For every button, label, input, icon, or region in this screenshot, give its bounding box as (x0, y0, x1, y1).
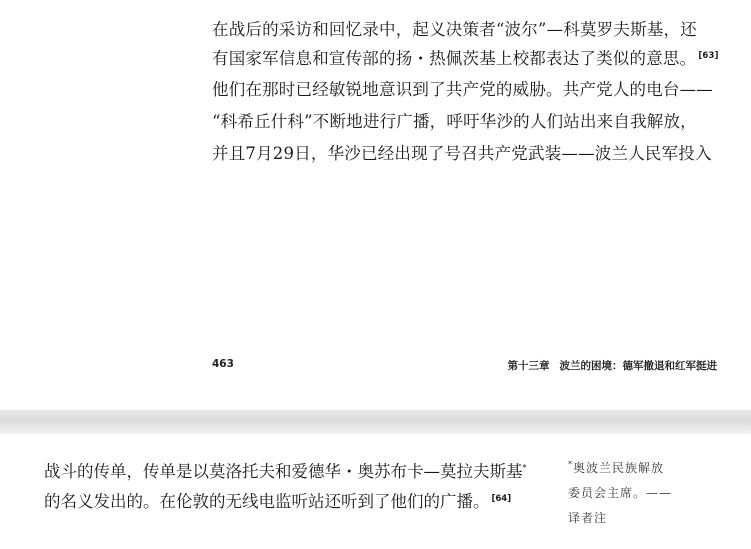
running-head (508, 358, 718, 373)
text-line-5 (212, 144, 712, 164)
footnote-ref-63[interactable]: [63] (698, 50, 719, 61)
side-note-line-3-text: 译者注 (568, 511, 608, 525)
side-note-line-1-text: 奥波兰民族解放 (573, 461, 665, 475)
text-line-7 (44, 492, 511, 512)
text-line-2-content: 有国家军信息和宣传部的扬・热佩茨基上校都表达了类似的意思。 (212, 49, 697, 68)
lower-page (0, 434, 751, 549)
text-line-7-content: 的名义发出的。在伦敦的无线电监听站还听到了他们的广播。 (44, 492, 490, 511)
running-head-chapter: 第十三章 (507, 360, 550, 372)
side-note-line-3 (568, 510, 607, 526)
page-separator (0, 410, 751, 434)
text-line-3 (212, 80, 713, 100)
text-line-2 (212, 49, 719, 69)
note-mark[interactable]: * (522, 463, 527, 473)
page-number: 463 (212, 358, 234, 370)
side-note-line-1 (568, 460, 664, 476)
side-note-line-2 (568, 485, 672, 501)
text-line-1-content: 在战后的采访和回忆录中，起义决策者“波尔”—科莫罗夫斯基，还 (212, 20, 697, 39)
footnote-ref-64[interactable]: [64] (491, 493, 512, 504)
text-line-6 (44, 462, 527, 482)
side-note-mark: * (568, 460, 573, 469)
side-note-line-2-text: 委员会主席。—— (568, 486, 673, 500)
text-line-4 (212, 112, 697, 132)
text-line-3-content: 他们在那时已经敏锐地意识到了共产党的威胁。共产党人的电台—— (212, 80, 713, 99)
text-line-1 (212, 20, 697, 40)
text-line-4-content: “科希丘什科”不断地进行广播，呼吁华沙的人们站出来自我解放， (212, 112, 697, 131)
text-line-6-content: 战斗的传单，传单是以莫洛托夫和爱德华・奥苏布卡—莫拉夫斯基 (44, 462, 523, 481)
running-head-title: 波兰的困境：德军撤退和红军挺进 (559, 360, 717, 372)
text-line-5-content: 并且7月29日，华沙已经出现了号召共产党武装——波兰人民军投入 (212, 144, 712, 163)
